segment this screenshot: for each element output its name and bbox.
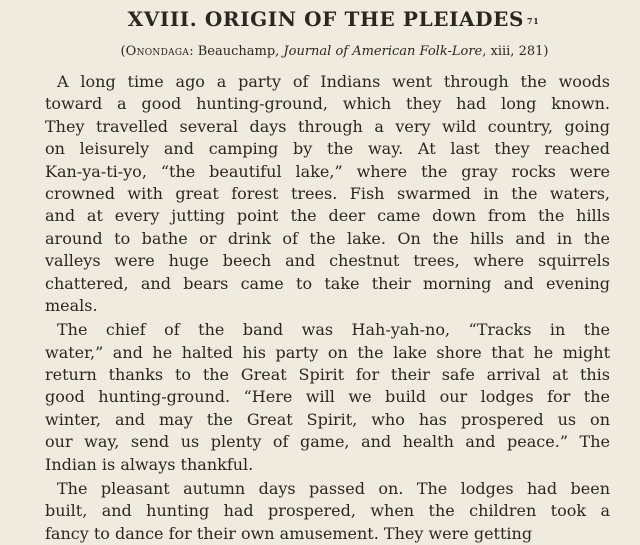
text-line: and at every jutting point the deer came down from the hills (45, 206, 610, 226)
paragraph (45, 478, 610, 545)
text-line: Indian is always thankful. (45, 454, 254, 474)
text-line: water,” and he halted his party on the lake shore that he might (45, 342, 610, 362)
text-line: A long time ago a party of Indians went through the woods (57, 72, 610, 91)
text-line: our way, send us plenty of game, and health and peace.” The (45, 432, 610, 452)
source-citation (45, 43, 610, 61)
text-line: They travelled several days through a very wild country, going (45, 116, 610, 136)
chapter-title-text: XVIII. ORIGIN OF THE PLEIADES (127, 7, 524, 31)
text-line: The chief of the band was Hah-yah-no, “Tracks in the (57, 320, 610, 340)
text-line: The pleasant autumn days passed on. The lodges had been (57, 479, 610, 499)
chapter-title (45, 0, 610, 32)
text-line: built, and hunting had prospered, when the children took a (45, 501, 610, 521)
footnote-reference: 71 (526, 16, 540, 26)
source-ref: , xiii, 281) (482, 44, 549, 59)
text-line: on leisurely and camping by the way. At last they reached (45, 139, 610, 159)
text-line: winter, and may the Great Spirit, who has prospered us on (45, 409, 610, 429)
paragraph (45, 71, 610, 317)
text-line: good hunting-ground. “Here will we build our lodges for the (45, 387, 610, 407)
text-line: chattered, and bears came to take their morning and evening (45, 273, 610, 293)
source-tribe: Onondaga (125, 44, 190, 59)
text-line: valleys were huge beech and chestnut trees, where squirrels (45, 251, 610, 271)
source-journal: Journal of American Folk-Lore (283, 44, 483, 59)
text-line: meals. (45, 295, 98, 315)
source-author: : Beauchamp, (189, 44, 284, 59)
text-line: fancy to dance for their own amusement. They were getting (45, 523, 533, 543)
source-open: ( (120, 44, 126, 59)
text-line: toward a good hunting-ground, which they had long known. (45, 94, 610, 114)
text-line: crowned with great forest trees. Fish swarmed in the waters, (45, 183, 610, 203)
text-line: return thanks to the Great Spirit for their safe arrival at this (45, 365, 610, 385)
text-line: Kan-ya-ti-yo, “the beautiful lake,” where the gray rocks were (45, 161, 610, 181)
paragraph (45, 319, 610, 476)
text-line: around to bathe or drink of the lake. On the hills and in the (45, 228, 610, 248)
body-text (45, 71, 610, 545)
